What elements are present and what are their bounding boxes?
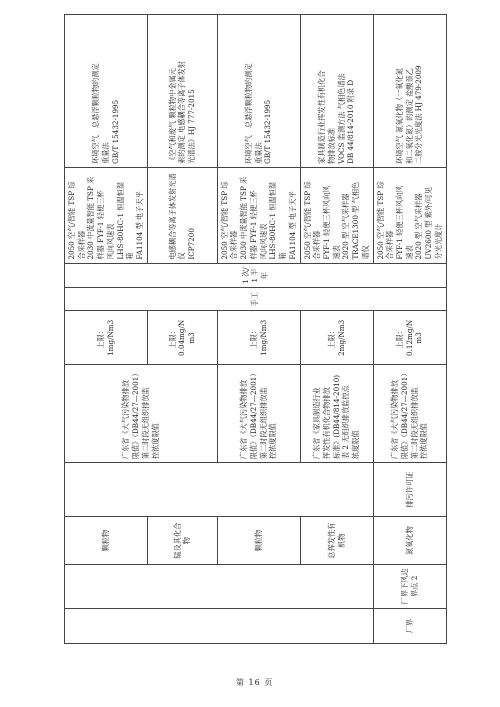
cell-line: 速表 [404, 245, 414, 260]
cell-line: 浓度限值 [351, 430, 361, 460]
monitoring-table [64, 14, 447, 644]
standard-cell [217, 365, 300, 463]
cell-line: 0.12mg/N [404, 319, 414, 356]
cell-line: UV2600 型 紫外/可见 [424, 187, 434, 260]
cell-line: 重量法 [101, 142, 111, 164]
pollutant-cell: 氮氧化物 [373, 517, 446, 565]
analysis-cell [217, 15, 300, 168]
page-number: 第 16 页 [236, 678, 274, 687]
cell-line: 风向风速表 [105, 223, 115, 260]
cell-line: 光谱法》HJ 777-2015 [187, 89, 197, 164]
analysis-cell [147, 15, 217, 168]
cell-line: 和二氧化氮）的测定 盐酸萘乙 [404, 68, 414, 164]
cell-line: 1mg/Nm3 [258, 319, 268, 356]
table-row [300, 15, 373, 644]
cell-line: m3 [187, 332, 197, 344]
cell-line: LHS-80HC-1 恒温恒湿 [115, 181, 125, 260]
cell-line: 2050 空气/智能 TSP 综 [375, 181, 385, 260]
method-cell: 手工 [65, 288, 447, 311]
cell-line: 控浓度限值 [150, 423, 160, 460]
cell-line: 上限： [248, 327, 258, 349]
cell-line: 环境空气 总悬浮颗粒物的测定 [91, 63, 101, 164]
cell-line: 限值》（DB44/27—2001） [131, 369, 141, 460]
cell-line: 第二时段无组织排放监 [140, 387, 150, 460]
cell-line: 限值》（DB44/27—2001） [248, 369, 258, 460]
equipment-cell [217, 167, 300, 263]
cell-line: FYF-1 轻便三杯风向风 [321, 185, 331, 260]
cell-line: 箱 [125, 252, 135, 260]
standard-cell [300, 365, 373, 463]
cell-line: 表 2 无组织排放监控点 [341, 385, 351, 460]
cell-line: 广东省《大气污染物排放 [239, 380, 249, 460]
cell-line: 二胺分光光度法 HJ 479-2009 [414, 65, 424, 164]
cell-line: DB 44/814-2010 附录 D [346, 79, 356, 164]
cell-line: TRACE1300 型 气相色 [351, 181, 361, 260]
cell-line: GB/T 15432-1995 [110, 99, 120, 164]
cell-line: 风向风速表 [258, 223, 268, 260]
table-row [217, 15, 300, 644]
cell-line: 2050 空气/智能 TSP 综 [219, 181, 229, 260]
cell-line: 合采样器 [229, 230, 239, 260]
equipment-cell [147, 167, 217, 263]
cell-line: 上限： [96, 327, 106, 349]
limit-cell [217, 311, 300, 365]
table-row [373, 15, 446, 644]
cell-line: 重量法 [253, 142, 263, 164]
cell-line: 标准》(DB44/814-2010) [331, 374, 341, 460]
cell-line: 谱仪 [360, 245, 370, 260]
cell-line: 控浓度限值 [268, 423, 278, 460]
frequency-cell: 1 次/1 半年 [65, 263, 447, 288]
cell-line: 速表 [331, 245, 341, 260]
cell-line: 第二时段无组织排放监 [409, 387, 419, 460]
equipment-cell [373, 167, 446, 263]
cell-line: 合采样器 [312, 230, 322, 260]
limit-cell [65, 311, 148, 365]
rotated-table-wrapper [64, 14, 443, 644]
cell-line: 1mg/Nm3 [105, 319, 115, 356]
cell-line: 广东省《家具制造行业 [312, 387, 322, 460]
cell-line: 2050 空气/智能 TSP 综 [67, 181, 76, 260]
cell-line: FYF-1 轻便三杯风向风 [394, 185, 404, 260]
cell-line: 广东省《大气污染物排放 [390, 380, 400, 460]
analysis-cell [373, 15, 446, 168]
cell-line: FA1104 型 电子天平 [135, 191, 145, 260]
cell-line: 广东省《大气污染物排放 [121, 380, 131, 460]
cell-line: 环境空气 氮氧化物（一氧化氮 [394, 68, 404, 164]
cell-line: 2020 型 空气采样器 [341, 193, 351, 260]
cell-line: 物排放标准 [326, 127, 336, 164]
table-row [147, 15, 217, 644]
cell-line: 2030 中流量智能 TSP 采 [239, 176, 249, 260]
cell-line: 样器 FYF-1 轻便三杯 [96, 190, 106, 260]
sub-location-cell: 厂界下风边界点 2 [373, 565, 446, 609]
cell-line: 分光光度计 [433, 223, 443, 260]
cell-line: 合采样器 [385, 230, 395, 260]
cell-line: 样器 FYF-1 轻便三杯 [248, 190, 258, 260]
pollutant-cell: 锰及其化合物 [147, 517, 217, 565]
limit-cell [300, 311, 373, 365]
cell-line: 箱 [278, 252, 288, 260]
cell-line: 2050 空气/智能 TSP 综 [302, 181, 312, 260]
pollutant-cell: 颗粒物 [217, 517, 300, 565]
cell-line: 0.04mg/N [177, 319, 187, 356]
cell-line: 环境空气 总悬浮颗粒物的测定 [244, 63, 254, 164]
cell-line: 挥发性有机化合物排放 [321, 387, 331, 460]
cell-line: LHS-80HC-1 恒温恒湿 [268, 181, 278, 260]
cell-line: 合采样器 [76, 230, 86, 260]
cell-line: ICP7200 [187, 228, 197, 260]
cell-line: VOCS 监测方法 气相色谱法 [336, 73, 346, 164]
table-row [65, 15, 148, 644]
cell-line: 《空气和废气 颗粒物中金属元 [167, 68, 177, 164]
cell-line: 上限： [326, 327, 336, 349]
analysis-cell [300, 15, 373, 168]
cell-line: 2030 中流量智能 TSP 采 [86, 176, 96, 260]
cell-line: 控浓度限值 [419, 423, 429, 460]
equipment-cell [300, 167, 373, 263]
cell-line: 限值》（DB44/27—2001） [399, 369, 409, 460]
location-cell: 厂界 [373, 608, 446, 643]
cell-line: 第二时段无组织排放监 [258, 387, 268, 460]
pollutant-cell: 颗粒物 [65, 517, 148, 565]
limit-cell [373, 311, 446, 365]
cell-line: 上限： [394, 327, 404, 349]
type-cell [65, 463, 374, 517]
equipment-cell [65, 167, 148, 263]
cell-line: 上限： [167, 327, 177, 349]
cell-line: 2020 型 空气采样器 [414, 193, 424, 260]
cell-line: m3 [414, 332, 424, 344]
standard-cell [373, 365, 446, 463]
pollutant-cell: 总挥发性有机物 [300, 517, 373, 565]
limit-cell [147, 311, 217, 365]
cell-line: 电感耦合等离子体发射光谱仪 [167, 173, 187, 260]
cell-line: FA1104 型 电子天平 [287, 191, 297, 260]
type-cell: 排污许可证 [373, 463, 446, 517]
sub-location-cell [65, 565, 374, 609]
cell-line: 家具制造行业挥发性有机化合 [317, 70, 327, 164]
cell-line: GB/T 15432-1995 [263, 99, 273, 164]
cell-line: 素的测定 电感耦合等离子体发射 [177, 60, 187, 164]
location-cell [65, 608, 374, 643]
cell-line: 2mg/Nm3 [336, 319, 346, 356]
standard-cell [65, 365, 218, 463]
analysis-cell [65, 15, 148, 168]
